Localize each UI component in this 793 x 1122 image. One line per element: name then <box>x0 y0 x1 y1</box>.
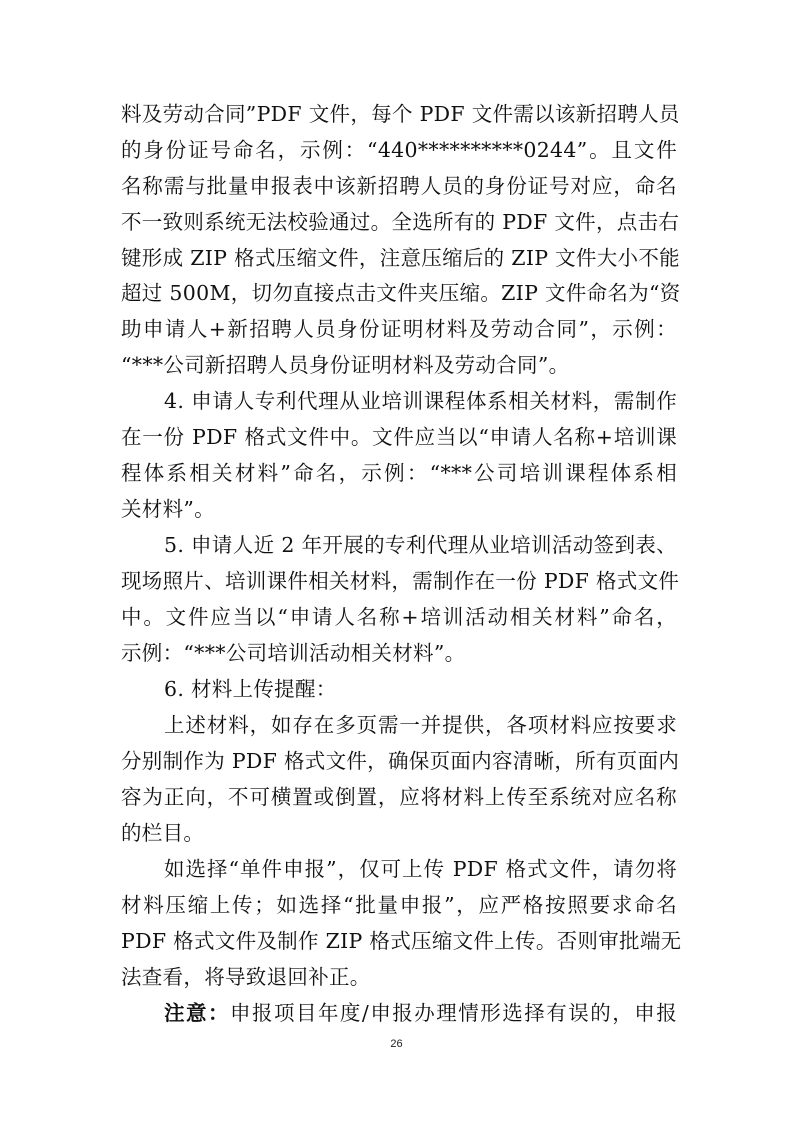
text-line: 关材料”。 <box>121 497 215 521</box>
item-6-heading: 6. 材料上传提醒： <box>164 677 337 701</box>
item-4-heading: 4. 申请人专利代理从业培训课程体系相关材料，需制作 <box>164 389 677 413</box>
text-line: 上述材料，如存在多页需一并提供，各项材料应按要求 <box>164 713 677 737</box>
text-line: 分别制作为 PDF 格式文件，确保页面内容清晰，所有页面内 <box>121 749 680 773</box>
text-line: “***公司新招聘人员身份证明材料及劳动合同”。 <box>121 353 570 377</box>
note-paragraph <box>164 996 677 1030</box>
text-line: 料及劳动合同”PDF 文件，每个 PDF 文件需以该新招聘人员 <box>121 102 680 126</box>
note-label: 注意： <box>164 1001 230 1025</box>
text-line: 如选择“单件申报”，仅可上传 PDF 格式文件，请勿将 <box>164 857 677 881</box>
text-line: 在一份 PDF 格式文件中。文件应当以“申请人名称+培训课 <box>121 425 677 449</box>
text-line: 的栏目。 <box>121 821 205 845</box>
page-number: 26 <box>390 1038 403 1050</box>
text-line: 示例：“***公司培训活动相关材料”。 <box>121 641 466 665</box>
text-line: 中。文件应当以“申请人名称+培训活动相关材料”命名， <box>121 605 677 629</box>
text-line: 超过 500M，切勿直接点击文件夹压缩。ZIP 文件命名为“资 <box>121 281 681 305</box>
text-line: 法查看，将导致退回补正。 <box>121 965 371 989</box>
text-line: 不一致则系统无法校验通过。全选所有的 PDF 文件，点击右 <box>121 210 680 234</box>
item-5-heading: 5. 申请人近 2 年开展的专利代理从业培训活动签到表、 <box>164 533 677 557</box>
text-line: 键形成 ZIP 格式压缩文件，注意压缩后的 ZIP 文件大小不能 <box>121 246 680 270</box>
text-line: 材料压缩上传；如选择“批量申报”，应严格按照要求命名 <box>121 893 677 917</box>
text-line: PDF 格式文件及制作 ZIP 格式压缩文件上传。否则审批端无 <box>121 929 682 953</box>
text-line: 现场照片、培训课件相关材料，需制作在一份 PDF 格式文件 <box>121 569 680 593</box>
text-line: 的身份证号命名，示例：“440**********0244”。且文件 <box>121 138 677 162</box>
text-line: 程体系相关材料”命名，示例：“***公司培训课程体系相 <box>121 461 677 485</box>
text-line: 名称需与批量申报表中该新招聘人员的身份证号对应，命名 <box>121 174 677 198</box>
text-line: 助申请人+新招聘人员身份证明材料及劳动合同”，示例： <box>121 317 677 341</box>
text-line: 容为正向，不可横置或倒置，应将材料上传至系统对应名称 <box>121 785 677 809</box>
note-text: 申报项目年度/申报办理情形选择有误的，申报 <box>229 1001 677 1025</box>
